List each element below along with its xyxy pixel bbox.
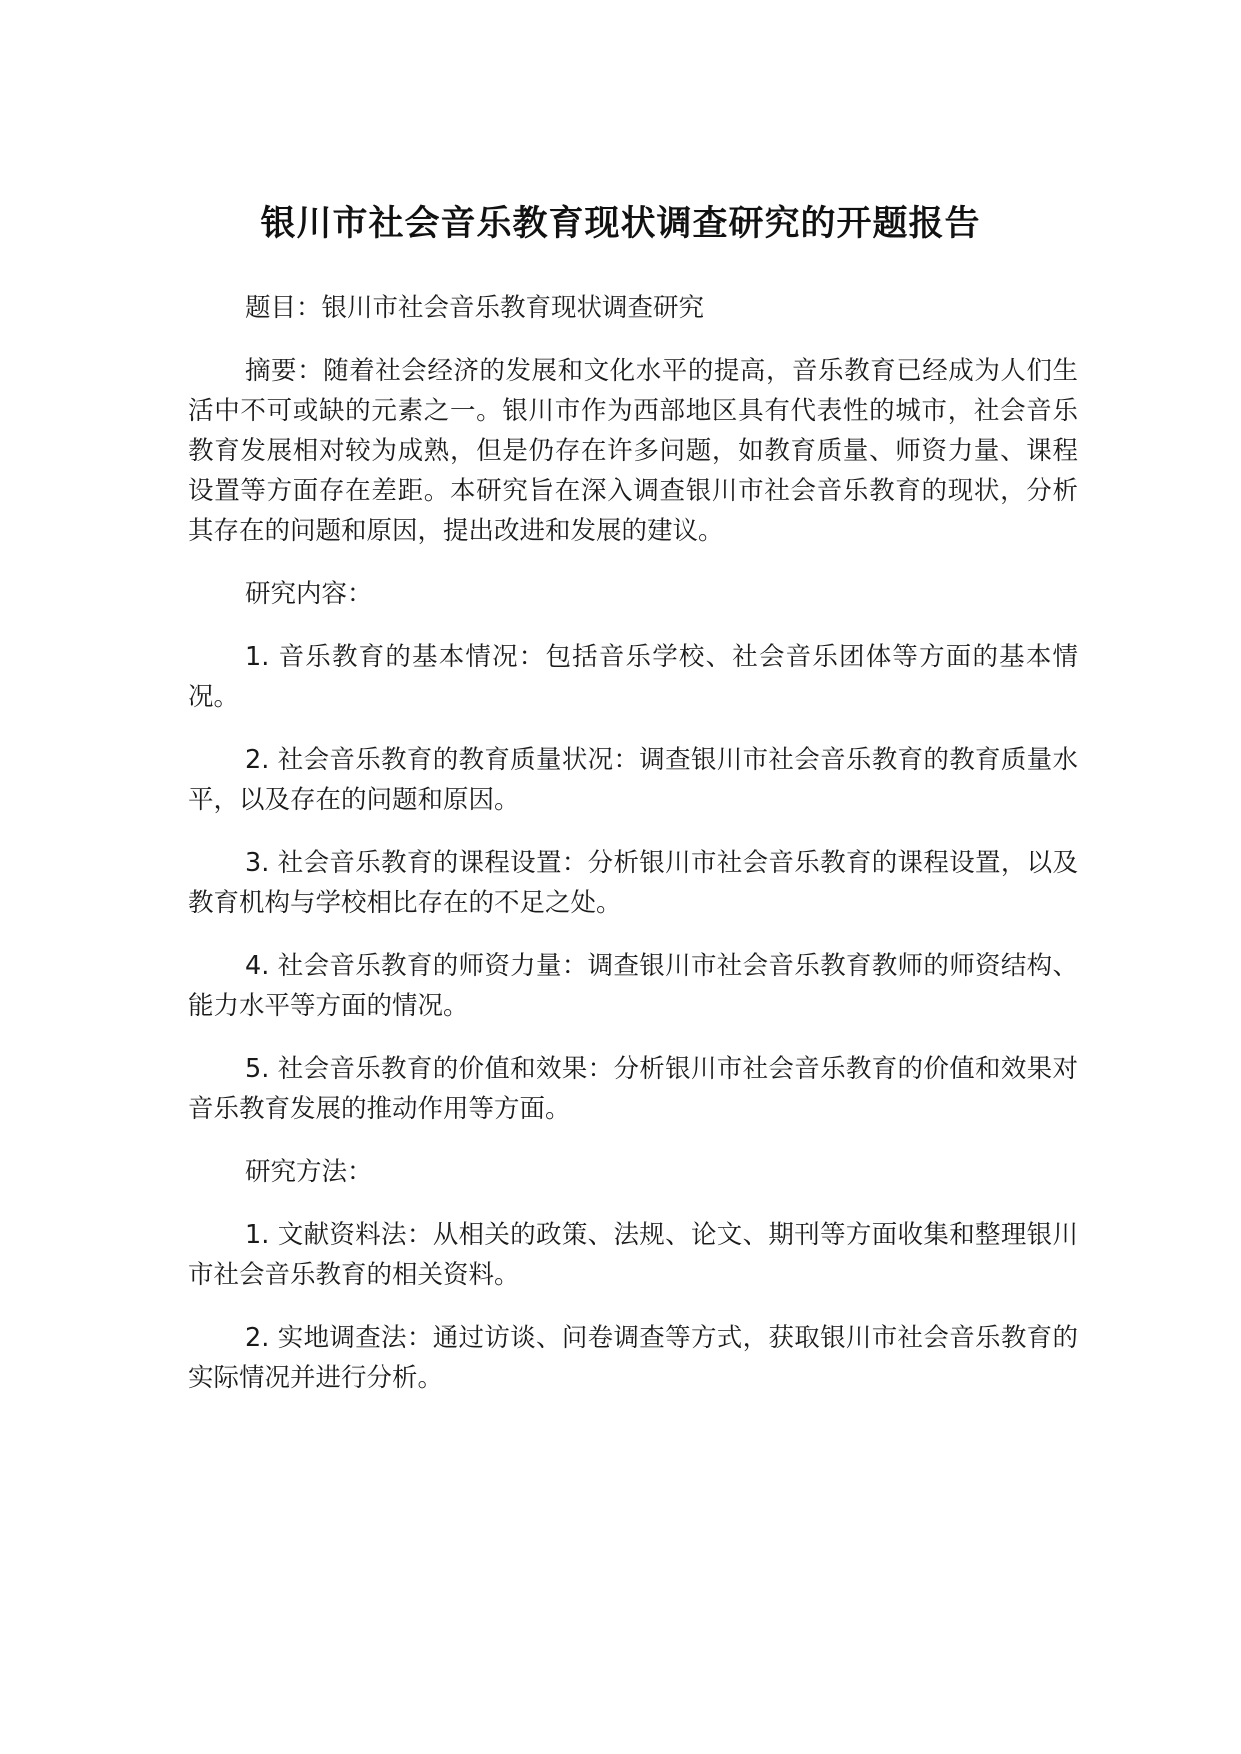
research-content-item-1: 1. 音乐教育的基本情况：包括音乐学校、社会音乐团体等方面的基本情况。 [188, 642, 1078, 712]
topic-paragraph: 题目：银川市社会音乐教育现状调查研究 [245, 293, 705, 323]
research-method-item-1: 1. 文献资料法：从相关的政策、法规、论文、期刊等方面收集和整理银川市社会音乐教育的相关资料。 [188, 1220, 1078, 1290]
research-content-item-4: 4. 社会音乐教育的师资力量：调查银川市社会音乐教育教师的师资结构、能力水平等方面的情况。 [188, 951, 1078, 1021]
document-title: 银川市社会音乐教育现状调查研究的开题报告 [260, 204, 981, 245]
research-method-heading: 研究方法： [245, 1157, 373, 1187]
research-method-item-2: 2. 实地调查法：通过访谈、问卷调查等方式，获取银川市社会音乐教育的实际情况并进行分析。 [188, 1323, 1078, 1393]
abstract-paragraph: 摘要：随着社会经济的发展和文化水平的提高，音乐教育已经成为人们生活中不可或缺的元素之一。银川市作为西部地区具有代表性的城市，社会音乐教育发展相对较为成熟，但是仍存在许多问题，如教育质量、师资力量、课程设置等方面存在差距。本研究旨在深入调查银川市社会音乐教育的现状，分析其存在的问题和原因，提出改进和发展的建议。 [188, 356, 1078, 546]
research-content-item-5: 5. 社会音乐教育的价值和效果：分析银川市社会音乐教育的价值和效果对音乐教育发展的推动作用等方面。 [188, 1054, 1078, 1124]
research-content-item-3: 3. 社会音乐教育的课程设置：分析银川市社会音乐教育的课程设置，以及教育机构与学校相比存在的不足之处。 [188, 848, 1078, 918]
research-content-item-2: 2. 社会音乐教育的教育质量状况：调查银川市社会音乐教育的教育质量水平，以及存在的问题和原因。 [188, 745, 1078, 815]
research-content-heading: 研究内容： [245, 579, 373, 609]
document-body [188, 288, 1078, 1421]
